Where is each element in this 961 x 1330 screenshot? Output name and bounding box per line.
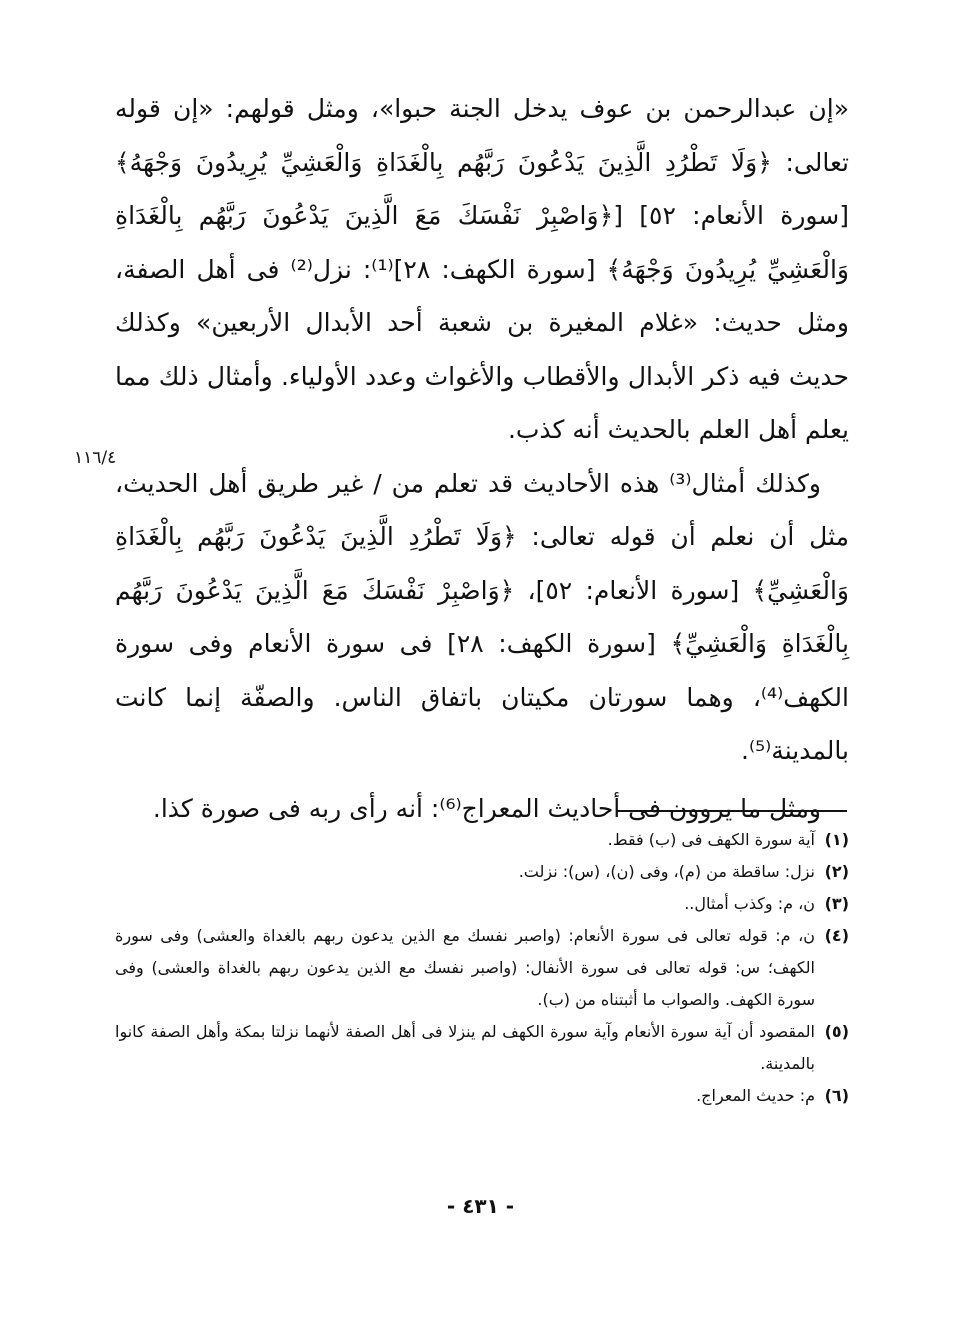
footnote-1	[115, 824, 849, 856]
paragraph-1: «إن عبدالرحمن بن عوف يدخل الجنة حبوا»، ومثل قولهم: «إن قوله تعالى: ﴿وَلَا تَطْرُدِ الَّذِينَ يَدْعُونَ رَبَّهُم بِالْغَدَاةِ وَالْعَشِيِّ يُرِيدُونَ وَجْهَهُ﴾ [سورة الأنعام: ٥٢] [﴿وَاصْبِرْ نَفْسَكَ مَعَ الَّذِينَ يَدْعُونَ رَبَّهُم بِالْغَدَاةِ وَالْعَشِيِّ يُرِيدُونَ وَجْهَهُ﴾ [سورة الكهف: ٢٨]⁽¹⁾: نزل⁽²⁾ فى أهل الصفة، ومثل حديث: «غلام المغيرة بن شعبة أحد الأبدال الأربعين» وكذلك حديث فيه ذكر الأبدال والأقطاب والأغواث وعدد الأولياء. وأمثال ذلك مما يعلم أهل العلم بالحديث أنه كذب.	[115, 94, 850, 444]
footnote-text: ن، م: وكذب أمثال..	[684, 894, 815, 913]
footnote-text: م: حديث المعراج.	[696, 1086, 815, 1105]
footnote-text: آية سورة الكهف فى (ب) فقط.	[607, 830, 815, 849]
main-text	[115, 82, 849, 835]
footnote-6	[115, 1080, 849, 1112]
footnote-number: (٢)	[824, 862, 849, 881]
page-number: - ٤٣١ -	[446, 1194, 515, 1218]
footnote-number: (٥)	[824, 1022, 849, 1041]
footnote-5	[115, 1016, 849, 1080]
margin-page-reference: ١١٦/٤	[74, 448, 117, 468]
paragraph-2: وكذلك أمثال⁽³⁾ هذه الأحاديث قد تعلم من / غير طريق أهل الحديث، مثل أن نعلم أن قوله تعالى: ﴿وَلَا تَطْرُدِ الَّذِينَ يَدْعُونَ رَبَّهُم بِالْغَدَاةِ وَالْعَشِيِّ﴾ [سورة الأنعام: ٥٢]، ﴿وَاصْبِرْ نَفْسَكَ مَعَ الَّذِينَ يَدْعُونَ رَبَّهُم بِالْغَدَاةِ وَالْعَشِيِّ﴾ [سورة الكهف: ٢٨] فى سورة الأنعام وفى سورة الكهف⁽⁴⁾، وهما سورتان مكيتان باتفاق الناس. والصفّة إنما كانت بالمدينة⁽⁵⁾.	[115, 468, 849, 765]
paragraph-3: ومثل ما يروون فى أحاديث المعراج⁽⁶⁾: أنه رأى ربه فى صورة كذا.	[152, 793, 821, 823]
footnote-number: (١)	[824, 830, 849, 849]
footnote-number: (٤)	[824, 926, 849, 945]
footnote-text: نزل: ساقطة من (م)، وفى (ن)، (س): نزلت.	[518, 862, 815, 881]
footnote-number: (٦)	[824, 1086, 849, 1105]
footnote-number: (٣)	[824, 894, 849, 913]
footnote-text: ن، م: قوله تعالى فى سورة الأنعام: (واصبر نفسك مع الذين يدعون ربهم بالغداة والعشى) وفى سورة الكهف؛ س: قوله تعالى فى سورة الأنفال: (واصبر نفسك مع الذين يدعون ربهم بالغداة والعشى) وفى سورة الكهف. والصواب ما أثبتناه من (ب).	[115, 926, 815, 1009]
footnote-3	[115, 888, 849, 920]
footnote-separator	[617, 810, 847, 812]
footnote-2	[115, 856, 849, 888]
footnotes	[115, 824, 849, 1112]
footnote-text: المقصود أن آية سورة الأنعام وآية سورة الكهف لم ينزلا فى أهل الصفة لأنهما نزلتا بمكة وأهل الصفة كانوا بالمدينة.	[115, 1022, 815, 1073]
footnote-4	[115, 920, 849, 1016]
